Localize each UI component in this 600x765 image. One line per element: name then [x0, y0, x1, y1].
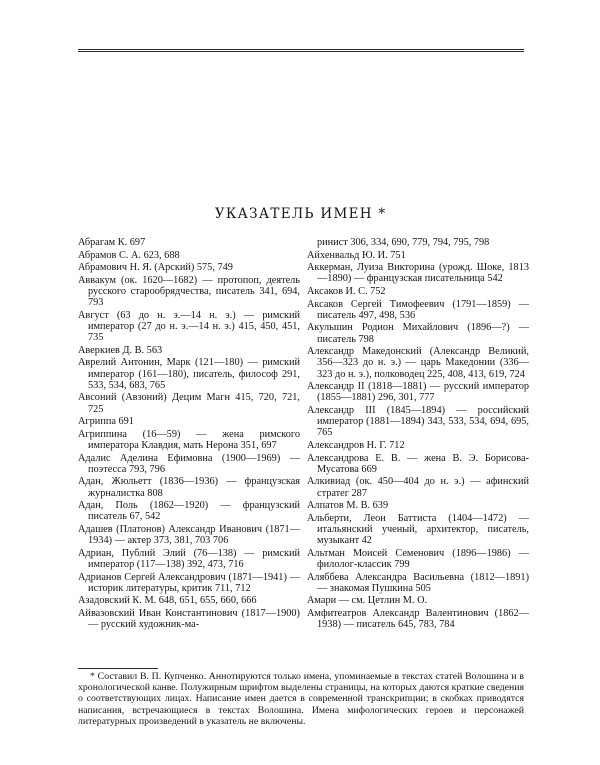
index-entry: Аввакум (ок. 1620—1682) — протопоп, деятель русского старообрядчества, писатель 341, 694, 793 — [78, 274, 300, 309]
index-entry: Адрианов Сергей Александрович (1871—1941) — историк литературы, критик 711, 712 — [78, 571, 300, 594]
index-entry: Адриан, Публий Элий (76—138) — римский император (117—138) 392, 473, 716 — [78, 547, 300, 570]
index-entry: Альтман Моисей Семенович (1896—1986) — филолог-классик 799 — [307, 547, 529, 570]
index-entry: Аврелий Антонин, Марк (121—180) — римский император (161—180), писатель, философ 291, 533, 534, 683, 765 — [78, 357, 300, 391]
index-entry: Алкивиад (ок. 450—404 до н. э.) — афинский стратег 287 — [307, 476, 529, 499]
index-entry: Абрагам К. 697 — [78, 237, 146, 248]
index-entry: Александрова Е. В. — жена В. Э. Борисова-Мусатова 669 — [307, 452, 529, 475]
footnote-rule — [78, 668, 158, 669]
index-entry: Акульшин Родион Михайлович (1896—?) — писатель 798 — [307, 322, 529, 345]
index-entry: Айвазовский Иван Константинович (1817—1900) — русский художник-ма- — [78, 607, 300, 631]
index-entry: Аксаков И. С. 752 — [307, 285, 386, 297]
header-rule — [78, 49, 524, 52]
index-entry: Алпатов М. В. 639 — [307, 500, 389, 512]
title-text: УКАЗАТЕЛЬ ИМЕН — [214, 206, 373, 222]
index-entry: Амфитеатров Александр Валентинович (1862—1938) — писатель 645, 783, 784 — [307, 607, 529, 631]
index-entry: Аккерман, Луиза Викторина (урожд. Шоке, 1813—1890) — французская писательница 542 — [307, 262, 529, 285]
index-entry: Альберти, Леон Баттиста (1404—1472) — итальянский ученый, архитектор, писатель, музыкант 42 — [307, 512, 529, 547]
index-entry-continued: ринист 306, 334, 690, 779, 794, 795, 798 — [317, 237, 490, 248]
title-footnote-mark: * — [378, 206, 386, 222]
index-entry: Александров Н. Г. 712 — [307, 439, 405, 451]
index-entry: Александр II (1818—1881) — русский император (1855—1881) 296, 301, 777 — [307, 381, 529, 404]
index-entry: Адалис Аделина Ефимовна (1900—1969) — поэтесса 793, 796 — [78, 452, 300, 475]
index-entry: Агриппина (16—59) — жена римского императора Клавдия, мать Нерона 351, 697 — [78, 428, 300, 451]
footnote: * Составил В. П. Купченко. Аннотируются только имена, упоминаемые в текстах статей Волошина и в хронологической канве. Полужирным шрифтом выделены страницы, на которых даются краткие сведения о соответствующих лицах. Написание имен дается в современной транскрипции; в скобках приводятся написания, встречающиеся в текстах Волошина. Имена мифологических героев и персонажей литературных произведений в указатель не включены. — [78, 671, 524, 727]
index-entry: Азадовский К. М. 648, 651, 655, 660, 666 — [78, 595, 257, 607]
index-entry: Аверкиев Д. В. 563 — [78, 344, 163, 356]
index-entry: Амари — см. Цетлин М. О. — [307, 595, 428, 607]
index-entry: Адан, Поль (1862—1920) — французский писатель 67, 542 — [78, 500, 300, 523]
index-entry: Адан, Жюльетт (1836—1936) — французская журналистка 808 — [78, 476, 300, 499]
index-entry: Авсоний (Авзоний) Децим Магн 415, 720, 721, 725 — [78, 392, 300, 415]
index-entry: Айхенвальд Ю. И. 751 — [307, 249, 406, 261]
index-entry: Адашев (Платонов) Александр Иванович (1871—1934) — актер 373, 381, 703 706 — [78, 523, 300, 547]
index-column-left — [78, 237, 300, 632]
index-entry: Агриппа 691 — [78, 416, 134, 428]
index-entry: Август (63 до н. э.—14 н. э.) — римский император (27 до н. э.—14 н. э.) 415, 450, 451, 735 — [78, 309, 300, 344]
index-column-right — [307, 237, 529, 632]
index-entry: Александр Македонский (Александр Великий, 356—323 до н. э.) — царь Македонии (336—323 до н. э.), полководец 225, 408, 413, 619, 724 — [307, 346, 529, 380]
index-entry: Абрамов С. А. 623, 688 — [78, 249, 180, 261]
index-entry: Аляббева Александра Васильевна (1812—1891) — знакомая Пушкина 505 — [307, 571, 529, 594]
index-entry: Абрамович Н. Я. (Арский) 575, 749 — [78, 262, 233, 274]
page-title — [0, 206, 600, 222]
index-entry: Александр III (1845—1894) — российский император (1881—1894) 343, 533, 534, 694, 695, 765 — [307, 404, 529, 439]
index-entry: Аксаков Сергей Тимофеевич (1791—1859) — писатель 497, 498, 536 — [307, 298, 529, 321]
